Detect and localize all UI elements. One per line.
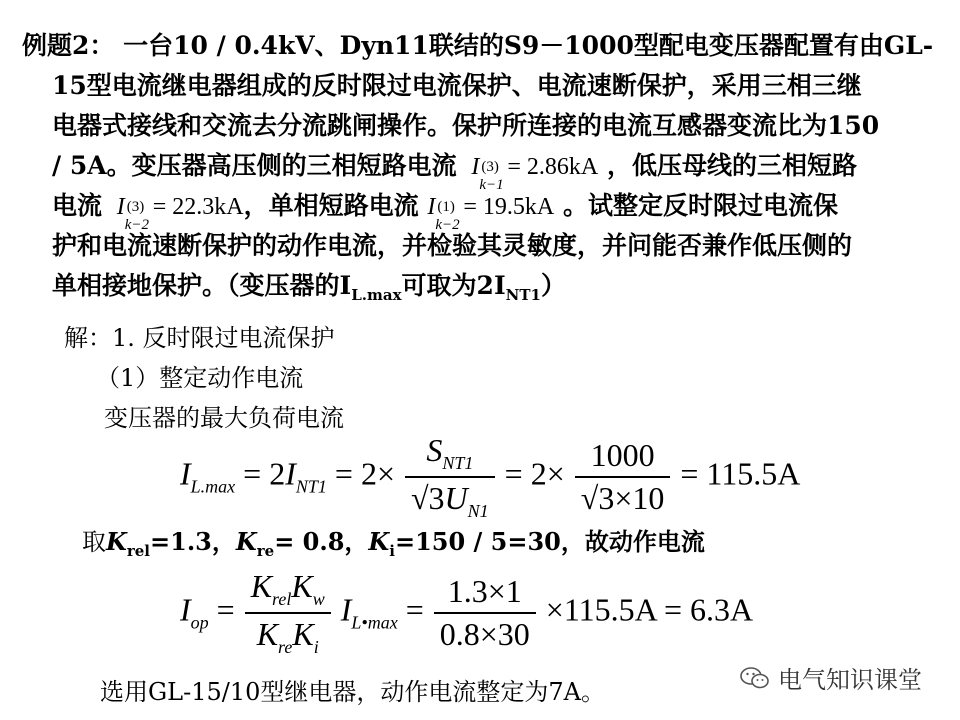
problem-line-1: 例题2： 一台10 / 0.4kV、Dyn11联结的S9－1000型配电变压器配置有由GL-: [22, 31, 934, 60]
equation-max-load-current: $I_{L.max} = 2I_{NT1} = 2\times$ $\frac{S_{NT1}}{√3U_{N1}}$ = 2× $\frac{1000}{√3\times 10}$ = 115.5A: [180, 432, 801, 521]
ik2-3ph-formula: I (3) k−2 = 22.3kA: [110, 194, 244, 234]
equation-operating-current: $I_{op}$ = $\frac{K_{rel}K_w}{K_{re}K_i}$ $I_{L•max}$ = $\frac{1.3\times 1}{0.8\times 30}$ ×115.5A = 6.3A: [180, 568, 754, 657]
watermark: [740, 660, 922, 695]
fraction-1000-over-sqrt3x10: $\frac{1000}{√3\times 10}$: [575, 437, 671, 517]
fraction-snt-over-un: $\frac{S_{NT1}}{√3U_{N1}}$: [405, 432, 495, 522]
fraction-krel-kw: $\frac{K_{rel}K_w}{K_{re}K_i}$: [245, 568, 331, 658]
parameters-line: 取$K_{rel}=1.3$，$K_{re}= 0.8$，$K_i=150 / 5=30$，故动作电流: [82, 527, 705, 560]
conclusion-line: 选用GL-15/10型继电器，动作电流整定为7A。: [100, 678, 605, 706]
problem-line-5: 电流 I (3) k−2 = 22.3kA，单相短路电流 I (1) k−2 = 19.5kA 。试整定反时限过电流保: [52, 191, 838, 234]
problem-line-6: 护和电流速断保护的动作电流，并检验其灵敏度，并问能否兼作低压侧的: [52, 231, 853, 260]
problem-line-4: / 5A。变压器高压侧的三相短路电流 I (3) k−1 = 2.86kA ，低压母线的三相短路: [52, 151, 857, 194]
problem-statement: [22, 26, 934, 306]
solution-heading: 解：1. 反时限过电流保护: [64, 324, 335, 352]
solution-step-1: （1）整定动作电流: [96, 364, 304, 392]
fraction-1.3-over-0.8x30: $\frac{1.3\times 1}{0.8\times 30}$: [434, 573, 536, 653]
wechat-icon: [740, 666, 770, 690]
problem-label: 例题2：: [22, 31, 115, 60]
solution-step-1-desc: 变压器的最大负荷电流: [104, 404, 344, 432]
problem-line-3: 电器式接线和交流去分流跳闸操作。保护所连接的电流互感器变流比为150: [52, 111, 880, 140]
ik1-formula: I (3) k−1 = 2.86kA: [465, 154, 599, 194]
problem-line-7: 单相接地保护。（变压器的$I_{L.max}$可取为$2I_{NT1}$）: [52, 271, 566, 304]
problem-line-2: 15型电流继电器组成的反时限过电流保护、电流速断保护，采用三相三继: [52, 71, 862, 100]
watermark-text: 电气知识课堂: [778, 666, 922, 694]
ik2-1ph-formula: I (1) k−2 = 19.5kA: [427, 194, 555, 234]
